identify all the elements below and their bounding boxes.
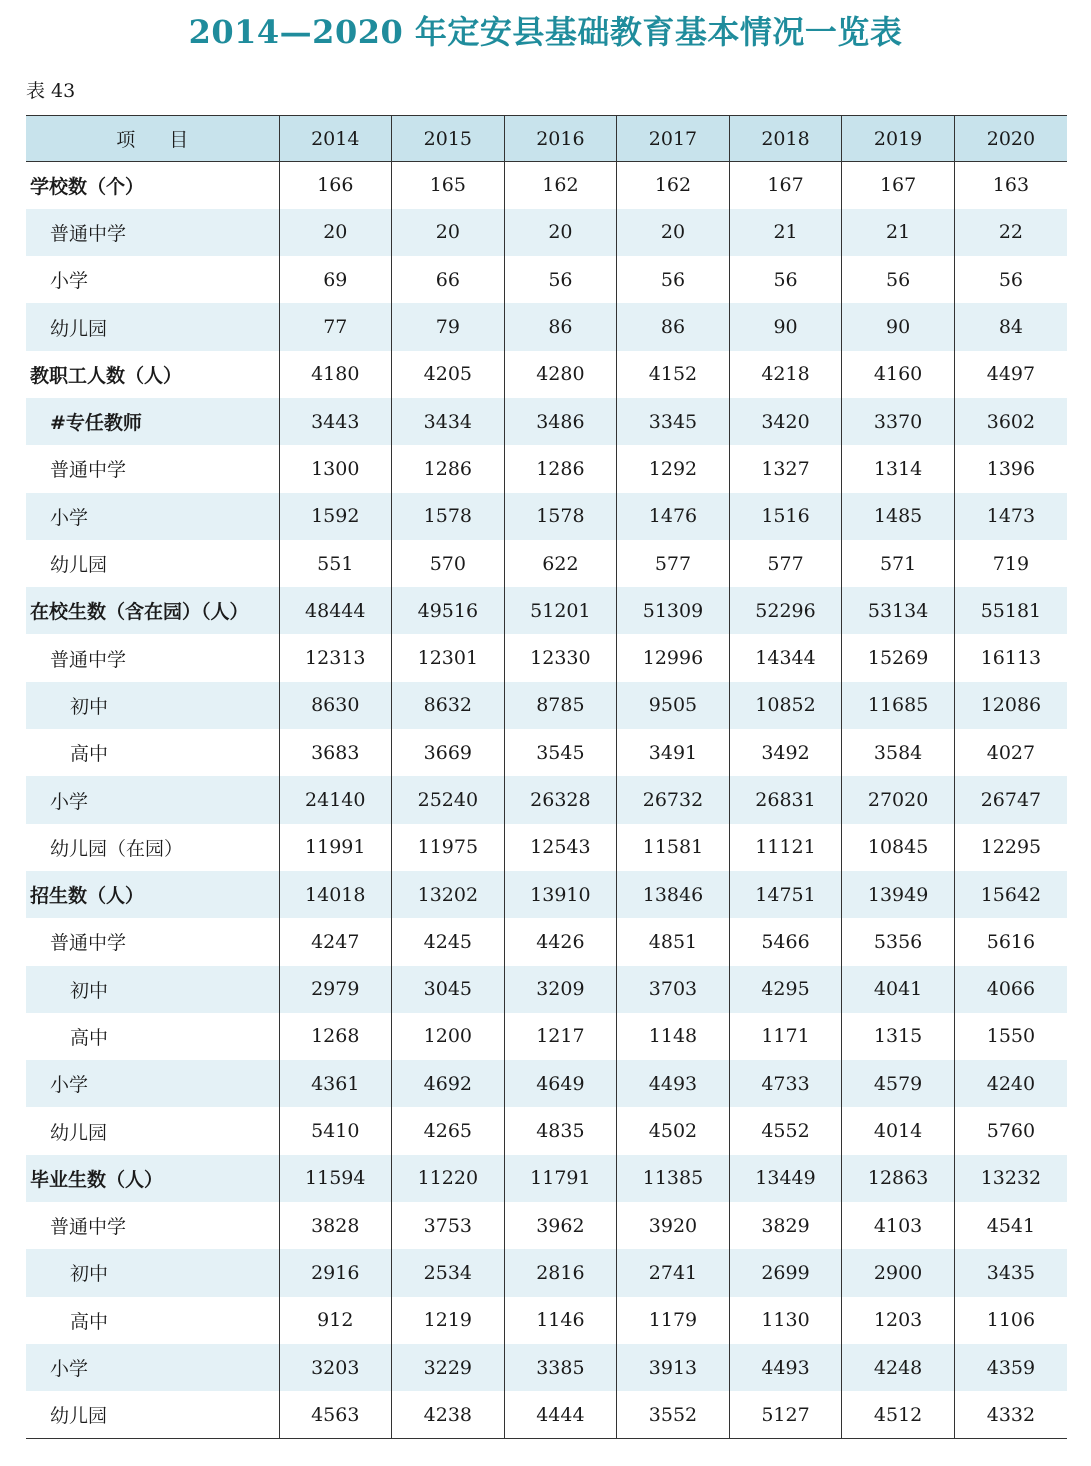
cell-value: 4180 bbox=[279, 351, 392, 398]
cell-value: 51201 bbox=[504, 587, 617, 634]
cell-value: 3913 bbox=[617, 1344, 730, 1391]
cell-value: 13846 bbox=[617, 871, 730, 918]
cell-value: 49516 bbox=[392, 587, 505, 634]
cell-value: 1286 bbox=[504, 445, 617, 492]
row-label: 初中 bbox=[26, 966, 279, 1013]
cell-value: 5356 bbox=[842, 918, 955, 965]
cell-value: 27020 bbox=[842, 776, 955, 823]
cell-value: 4502 bbox=[617, 1107, 730, 1154]
header-item: 项目 bbox=[26, 116, 279, 162]
cell-value: 1179 bbox=[617, 1297, 730, 1344]
row-label: 普通中学 bbox=[50, 648, 127, 671]
table-body bbox=[26, 162, 1067, 1439]
cell-value: 3669 bbox=[392, 729, 505, 776]
cell-value: 162 bbox=[617, 162, 730, 209]
cell-value: 3435 bbox=[954, 1249, 1067, 1296]
cell-value: 1268 bbox=[279, 1013, 392, 1060]
cell-value: 12863 bbox=[842, 1155, 955, 1202]
cell-value: 11791 bbox=[504, 1155, 617, 1202]
cell-value: 4248 bbox=[842, 1344, 955, 1391]
cell-value: 86 bbox=[617, 303, 730, 350]
cell-value: 3753 bbox=[392, 1202, 505, 1249]
table-row bbox=[26, 445, 1067, 492]
cell-value: 1286 bbox=[392, 445, 505, 492]
row-label: 小学 bbox=[26, 776, 279, 823]
cell-value: 4152 bbox=[617, 351, 730, 398]
cell-value: 20 bbox=[279, 209, 392, 256]
row-label: 高中 bbox=[70, 1310, 109, 1333]
cell-value: 15269 bbox=[842, 634, 955, 681]
cell-value: 12301 bbox=[392, 634, 505, 681]
cell-value: 167 bbox=[729, 162, 842, 209]
cell-value: 3920 bbox=[617, 1202, 730, 1249]
cell-value: 1485 bbox=[842, 493, 955, 540]
cell-value: 4692 bbox=[392, 1060, 505, 1107]
table-row bbox=[26, 1155, 1067, 1202]
cell-value: 1592 bbox=[279, 493, 392, 540]
row-label: 幼儿园 bbox=[26, 303, 279, 350]
row-label: 学校数（个） bbox=[30, 175, 145, 198]
row-label: 普通中学 bbox=[50, 1216, 127, 1239]
cell-value: 1327 bbox=[729, 445, 842, 492]
cell-value: 12996 bbox=[617, 634, 730, 681]
cell-value: 1476 bbox=[617, 493, 730, 540]
cell-value: 12330 bbox=[504, 634, 617, 681]
cell-value: 53134 bbox=[842, 587, 955, 634]
cell-value: 2900 bbox=[842, 1249, 955, 1296]
row-label: 小学 bbox=[50, 270, 89, 293]
cell-value: 912 bbox=[279, 1297, 392, 1344]
cell-value: 1200 bbox=[392, 1013, 505, 1060]
table-header-row bbox=[26, 116, 1067, 162]
header-year-2016: 2016 bbox=[504, 116, 617, 162]
cell-value: 3962 bbox=[504, 1202, 617, 1249]
cell-value: 4563 bbox=[279, 1391, 392, 1438]
row-label: 高中 bbox=[70, 743, 109, 766]
cell-value: 4295 bbox=[729, 966, 842, 1013]
cell-value: 3229 bbox=[392, 1344, 505, 1391]
cell-value: 4493 bbox=[617, 1060, 730, 1107]
cell-value: 3420 bbox=[729, 398, 842, 445]
cell-value: 13202 bbox=[392, 871, 505, 918]
cell-value: 4733 bbox=[729, 1060, 842, 1107]
cell-value: 10845 bbox=[842, 824, 955, 871]
cell-value: 4280 bbox=[504, 351, 617, 398]
cell-value: 13232 bbox=[954, 1155, 1067, 1202]
cell-value: 4541 bbox=[954, 1202, 1067, 1249]
cell-value: 77 bbox=[279, 303, 392, 350]
row-label: 小学 bbox=[26, 1344, 279, 1391]
cell-value: 5466 bbox=[729, 918, 842, 965]
cell-value: 16113 bbox=[954, 634, 1067, 681]
cell-value: 1516 bbox=[729, 493, 842, 540]
cell-value: 26732 bbox=[617, 776, 730, 823]
cell-value: 1396 bbox=[954, 445, 1067, 492]
cell-value: 4205 bbox=[392, 351, 505, 398]
table-row bbox=[26, 209, 1067, 256]
row-label: 初中 bbox=[26, 1249, 279, 1296]
cell-value: 1219 bbox=[392, 1297, 505, 1344]
table-row bbox=[26, 966, 1067, 1013]
table-row bbox=[26, 540, 1067, 587]
cell-value: 3602 bbox=[954, 398, 1067, 445]
page-title: 2014—2020 年定安县基础教育基本情况一览表 bbox=[188, 13, 903, 51]
cell-value: 4160 bbox=[842, 351, 955, 398]
table-row bbox=[26, 587, 1067, 634]
table-row bbox=[26, 776, 1067, 823]
cell-value: 2699 bbox=[729, 1249, 842, 1296]
table-row bbox=[26, 351, 1067, 398]
cell-value: 56 bbox=[729, 256, 842, 303]
cell-value: 1203 bbox=[842, 1297, 955, 1344]
cell-value: 9505 bbox=[617, 682, 730, 729]
cell-value: 69 bbox=[279, 256, 392, 303]
row-label: 普通中学 bbox=[26, 209, 279, 256]
cell-value: 25240 bbox=[392, 776, 505, 823]
cell-value: 4066 bbox=[954, 966, 1067, 1013]
cell-value: 8630 bbox=[279, 682, 392, 729]
cell-value: 3584 bbox=[842, 729, 955, 776]
education-statistics-table-container bbox=[26, 115, 1067, 1439]
cell-value: 14751 bbox=[729, 871, 842, 918]
cell-value: 4649 bbox=[504, 1060, 617, 1107]
row-label: 初中 bbox=[26, 682, 279, 729]
cell-value: 1314 bbox=[842, 445, 955, 492]
cell-value: 3492 bbox=[729, 729, 842, 776]
cell-value: 20 bbox=[392, 209, 505, 256]
table-row bbox=[26, 1344, 1067, 1391]
cell-value: 79 bbox=[392, 303, 505, 350]
cell-value: 52296 bbox=[729, 587, 842, 634]
cell-value: 11975 bbox=[392, 824, 505, 871]
cell-value: 3045 bbox=[392, 966, 505, 1013]
cell-value: 11220 bbox=[392, 1155, 505, 1202]
row-label: 幼儿园（在园） bbox=[50, 837, 184, 860]
cell-value: 1130 bbox=[729, 1297, 842, 1344]
cell-value: 26328 bbox=[504, 776, 617, 823]
cell-value: 12313 bbox=[279, 634, 392, 681]
cell-value: 4218 bbox=[729, 351, 842, 398]
table-row bbox=[26, 824, 1067, 871]
cell-value: 90 bbox=[729, 303, 842, 350]
cell-value: 13449 bbox=[729, 1155, 842, 1202]
cell-value: 3829 bbox=[729, 1202, 842, 1249]
row-label: 普通中学 bbox=[50, 459, 127, 482]
cell-value: 26831 bbox=[729, 776, 842, 823]
row-label: 高中 bbox=[70, 1026, 109, 1049]
cell-value: 22 bbox=[954, 209, 1067, 256]
row-label: 幼儿园 bbox=[26, 1391, 279, 1438]
table-row bbox=[26, 1297, 1067, 1344]
cell-value: 3443 bbox=[279, 398, 392, 445]
table-row bbox=[26, 256, 1067, 303]
cell-value: 84 bbox=[954, 303, 1067, 350]
cell-value: 1578 bbox=[392, 493, 505, 540]
table-row bbox=[26, 1013, 1067, 1060]
cell-value: 4027 bbox=[954, 729, 1067, 776]
cell-value: 12086 bbox=[954, 682, 1067, 729]
cell-value: 4359 bbox=[954, 1344, 1067, 1391]
cell-value: 3209 bbox=[504, 966, 617, 1013]
cell-value: 622 bbox=[504, 540, 617, 587]
cell-value: 4245 bbox=[392, 918, 505, 965]
cell-value: 3552 bbox=[617, 1391, 730, 1438]
cell-value: 21 bbox=[729, 209, 842, 256]
header-year-2020: 2020 bbox=[954, 116, 1067, 162]
cell-value: 11385 bbox=[617, 1155, 730, 1202]
cell-value: 3370 bbox=[842, 398, 955, 445]
cell-value: 3703 bbox=[617, 966, 730, 1013]
cell-value: 13949 bbox=[842, 871, 955, 918]
table-row bbox=[26, 493, 1067, 540]
cell-value: 1292 bbox=[617, 445, 730, 492]
cell-value: 4332 bbox=[954, 1391, 1067, 1438]
table-row bbox=[26, 918, 1067, 965]
table-row bbox=[26, 1202, 1067, 1249]
cell-value: 55181 bbox=[954, 587, 1067, 634]
cell-value: 3385 bbox=[504, 1344, 617, 1391]
table-row bbox=[26, 729, 1067, 776]
cell-value: 4361 bbox=[279, 1060, 392, 1107]
cell-value: 56 bbox=[954, 256, 1067, 303]
cell-value: 5616 bbox=[954, 918, 1067, 965]
cell-value: 5760 bbox=[954, 1107, 1067, 1154]
cell-value: 56 bbox=[842, 256, 955, 303]
table-row bbox=[26, 634, 1067, 681]
cell-value: 1171 bbox=[729, 1013, 842, 1060]
cell-value: 86 bbox=[504, 303, 617, 350]
cell-value: 11581 bbox=[617, 824, 730, 871]
row-label: 普通中学 bbox=[50, 932, 127, 955]
cell-value: 56 bbox=[617, 256, 730, 303]
cell-value: 5410 bbox=[279, 1107, 392, 1154]
cell-value: 1578 bbox=[504, 493, 617, 540]
cell-value: 1148 bbox=[617, 1013, 730, 1060]
cell-value: 14018 bbox=[279, 871, 392, 918]
cell-value: 11685 bbox=[842, 682, 955, 729]
cell-value: 15642 bbox=[954, 871, 1067, 918]
table-row bbox=[26, 398, 1067, 445]
cell-value: 4851 bbox=[617, 918, 730, 965]
cell-value: 4444 bbox=[504, 1391, 617, 1438]
cell-value: 1217 bbox=[504, 1013, 617, 1060]
header-year-2015: 2015 bbox=[392, 116, 505, 162]
cell-value: 8785 bbox=[504, 682, 617, 729]
cell-value: 4835 bbox=[504, 1107, 617, 1154]
cell-value: 20 bbox=[504, 209, 617, 256]
row-label: 在校生数（含在园）（人） bbox=[26, 587, 279, 634]
cell-value: 66 bbox=[392, 256, 505, 303]
cell-value: 4579 bbox=[842, 1060, 955, 1107]
cell-value: 2741 bbox=[617, 1249, 730, 1296]
cell-value: 2534 bbox=[392, 1249, 505, 1296]
cell-value: 56 bbox=[504, 256, 617, 303]
table-row bbox=[26, 303, 1067, 350]
table-row bbox=[26, 871, 1067, 918]
row-label: 招生数（人） bbox=[26, 871, 279, 918]
table-row bbox=[26, 1249, 1067, 1296]
cell-value: 4512 bbox=[842, 1391, 955, 1438]
cell-value: 2816 bbox=[504, 1249, 617, 1296]
cell-value: 1473 bbox=[954, 493, 1067, 540]
row-label: 小学 bbox=[26, 493, 279, 540]
cell-value: 167 bbox=[842, 162, 955, 209]
cell-value: 4552 bbox=[729, 1107, 842, 1154]
cell-value: 51309 bbox=[617, 587, 730, 634]
cell-value: 11991 bbox=[279, 824, 392, 871]
cell-value: 3545 bbox=[504, 729, 617, 776]
cell-value: 48444 bbox=[279, 587, 392, 634]
cell-value: 5127 bbox=[729, 1391, 842, 1438]
cell-value: 570 bbox=[392, 540, 505, 587]
cell-value: 11594 bbox=[279, 1155, 392, 1202]
header-year-2017: 2017 bbox=[617, 116, 730, 162]
cell-value: 1146 bbox=[504, 1297, 617, 1344]
cell-value: 163 bbox=[954, 162, 1067, 209]
cell-value: 4041 bbox=[842, 966, 955, 1013]
cell-value: 26747 bbox=[954, 776, 1067, 823]
cell-value: 3486 bbox=[504, 398, 617, 445]
cell-value: 571 bbox=[842, 540, 955, 587]
table-row bbox=[26, 1107, 1067, 1154]
cell-value: 2979 bbox=[279, 966, 392, 1013]
cell-value: 577 bbox=[617, 540, 730, 587]
cell-value: 3203 bbox=[279, 1344, 392, 1391]
cell-value: 3828 bbox=[279, 1202, 392, 1249]
cell-value: 4240 bbox=[954, 1060, 1067, 1107]
row-label: #专任教师 bbox=[26, 398, 279, 445]
table-number-label: 表 43 bbox=[26, 80, 76, 102]
cell-value: 14344 bbox=[729, 634, 842, 681]
cell-value: 4103 bbox=[842, 1202, 955, 1249]
row-label: 教职工人数（人） bbox=[30, 364, 183, 387]
cell-value: 4247 bbox=[279, 918, 392, 965]
cell-value: 162 bbox=[504, 162, 617, 209]
cell-value: 4497 bbox=[954, 351, 1067, 398]
cell-value: 1315 bbox=[842, 1013, 955, 1060]
cell-value: 12295 bbox=[954, 824, 1067, 871]
cell-value: 3345 bbox=[617, 398, 730, 445]
cell-value: 1550 bbox=[954, 1013, 1067, 1060]
cell-value: 4265 bbox=[392, 1107, 505, 1154]
cell-value: 13910 bbox=[504, 871, 617, 918]
cell-value: 21 bbox=[842, 209, 955, 256]
cell-value: 10852 bbox=[729, 682, 842, 729]
cell-value: 577 bbox=[729, 540, 842, 587]
cell-value: 165 bbox=[392, 162, 505, 209]
row-label: 幼儿园 bbox=[50, 1121, 108, 1144]
header-year-2018: 2018 bbox=[729, 116, 842, 162]
cell-value: 3491 bbox=[617, 729, 730, 776]
cell-value: 24140 bbox=[279, 776, 392, 823]
table-row bbox=[26, 1391, 1067, 1438]
cell-value: 3434 bbox=[392, 398, 505, 445]
row-label: 小学 bbox=[26, 1060, 279, 1107]
cell-value: 90 bbox=[842, 303, 955, 350]
cell-value: 166 bbox=[279, 162, 392, 209]
table-row bbox=[26, 162, 1067, 209]
cell-value: 1300 bbox=[279, 445, 392, 492]
cell-value: 2916 bbox=[279, 1249, 392, 1296]
cell-value: 1106 bbox=[954, 1297, 1067, 1344]
cell-value: 4426 bbox=[504, 918, 617, 965]
table-row bbox=[26, 682, 1067, 729]
cell-value: 20 bbox=[617, 209, 730, 256]
cell-value: 551 bbox=[279, 540, 392, 587]
cell-value: 719 bbox=[954, 540, 1067, 587]
cell-value: 4238 bbox=[392, 1391, 505, 1438]
education-statistics-table bbox=[26, 115, 1067, 1439]
cell-value: 4493 bbox=[729, 1344, 842, 1391]
cell-value: 11121 bbox=[729, 824, 842, 871]
header-year-2019: 2019 bbox=[842, 116, 955, 162]
header-year-2014: 2014 bbox=[279, 116, 392, 162]
table-row bbox=[26, 1060, 1067, 1107]
row-label: 毕业生数（人） bbox=[26, 1155, 279, 1202]
row-label: 幼儿园 bbox=[50, 554, 108, 577]
cell-value: 3683 bbox=[279, 729, 392, 776]
cell-value: 8632 bbox=[392, 682, 505, 729]
cell-value: 12543 bbox=[504, 824, 617, 871]
cell-value: 4014 bbox=[842, 1107, 955, 1154]
